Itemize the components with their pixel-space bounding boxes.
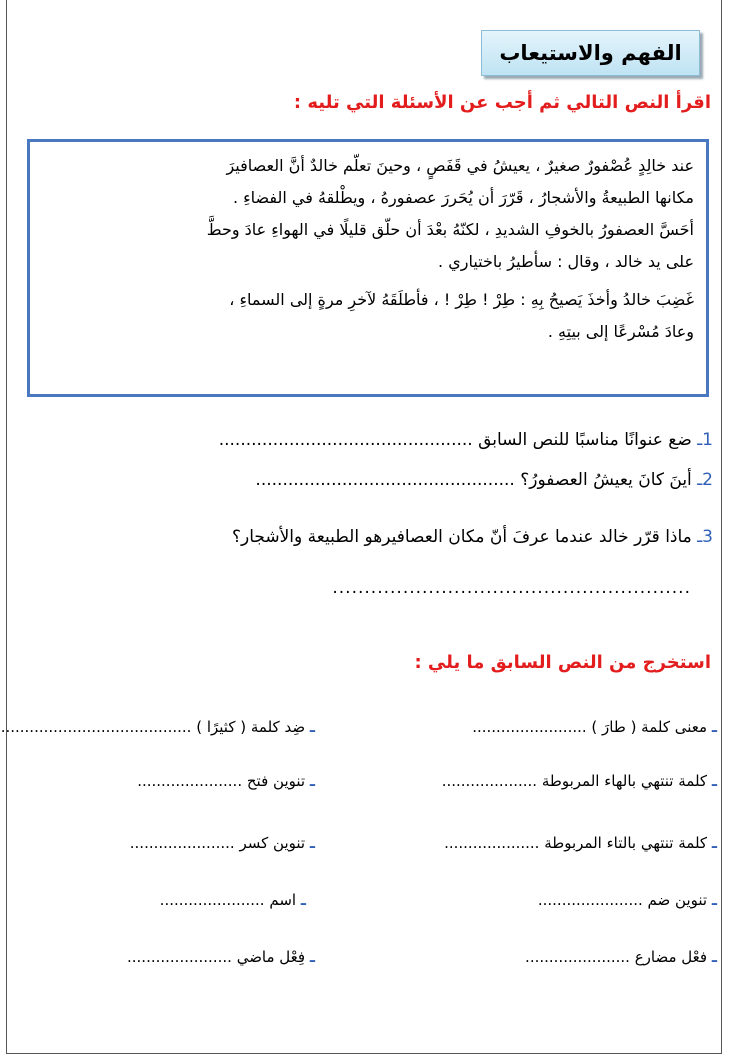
answer-line[interactable]: ...................... bbox=[129, 834, 235, 852]
question-text: ماذا قرّر خالد عندما عرفَ أنّ مكان العصافيرهو الطبيعة والأشجار؟ bbox=[231, 527, 692, 547]
title-text: الفهم والاستيعاب bbox=[499, 41, 682, 65]
question-3 bbox=[232, 527, 713, 547]
exercise-item bbox=[130, 834, 315, 852]
question-number: 1ـ bbox=[697, 430, 713, 450]
exercise-item bbox=[137, 772, 315, 790]
exercise-item bbox=[444, 834, 717, 852]
question-text: أينَ كانَ يعيشُ العصفورُ؟ bbox=[520, 470, 692, 490]
answer-line[interactable]: ...................... bbox=[137, 772, 243, 790]
exercise-item bbox=[442, 772, 717, 790]
question-1 bbox=[219, 430, 713, 450]
answer-line[interactable]: ............................................... bbox=[218, 430, 473, 450]
page-title bbox=[481, 30, 700, 76]
exercise-label: فِعْل ماضي bbox=[236, 948, 306, 966]
exercise-label: تنوين كسر bbox=[239, 834, 306, 852]
bullet-marker: ـ bbox=[711, 948, 717, 966]
passage-line: مكانها الطبيعةُ والأشجارُ ، قَرّرَ أن يُحَررَ عصفورهُ ، ويطْلقهُ في الفضاءِ . bbox=[232, 188, 694, 207]
exercise-item bbox=[472, 718, 717, 736]
answer-line[interactable]: ...................... bbox=[537, 891, 643, 909]
answer-line[interactable]: ........................................ bbox=[0, 718, 192, 736]
exercise-label: اسم bbox=[269, 891, 297, 909]
question-number: 3ـ bbox=[697, 527, 713, 547]
answer-line[interactable]: ................................................ bbox=[255, 470, 515, 490]
exercise-label: فعْل مضارع bbox=[634, 948, 708, 966]
bullet-marker: ـ bbox=[711, 891, 717, 909]
exercise-label: كلمة تنتهي بالهاء المربوطة bbox=[541, 772, 708, 790]
passage-line: على يد خالد ، وقال : سأطيرُ باختياري . bbox=[438, 252, 694, 271]
passage-line: غَضِبَ خالدُ وأخذَ يَصيحُ بِهِ : طِرْ ! طِرْ ! ، فأطلَقَهُ لآخرِ مرةٍ إلى السماءِ ، bbox=[229, 290, 694, 309]
bullet-marker: ـ bbox=[711, 772, 717, 790]
question-text: ضع عنوانًا مناسبًا للنص السابق bbox=[478, 430, 692, 450]
exercise-item bbox=[538, 891, 717, 909]
exercise-label: معنى كلمة ( طارَ ) bbox=[591, 718, 708, 736]
answer-line[interactable]: ........................ bbox=[472, 718, 587, 736]
passage-line: أحَسَّ العصفورُ بالخوفِ الشديدِ ، لكنّهُ بعْدَ أن حلّق قليلًا في الهواءِ عادَ وحطَّ bbox=[206, 220, 694, 239]
instruction-heading: اقرأ النص التالي ثم أجب عن الأسئلة التي تليه : bbox=[293, 92, 711, 113]
passage-line: وعادَ مُسْرعًا إلى بيتِهِ . bbox=[547, 322, 694, 341]
exercise-item bbox=[127, 948, 315, 966]
passage-line: عند خالِدٍ عُصْفورٌ صغيرٌ ، يعيشُ في قَفَصٍ ، وحينَ تعلّم خالدٌ أنَّ العصافيرَ bbox=[226, 156, 694, 175]
answer-line[interactable]: ...................... bbox=[159, 891, 265, 909]
bullet-marker: ـ bbox=[300, 891, 306, 909]
bullet-marker: ـ bbox=[711, 834, 717, 852]
extraction-heading: استخرج من النص السابق ما يلي : bbox=[414, 652, 711, 673]
reading-passage bbox=[27, 139, 709, 397]
exercise-label: تنوين فتح bbox=[246, 772, 306, 790]
bullet-marker: ـ bbox=[309, 718, 315, 736]
answer-line[interactable]: .................... bbox=[441, 772, 538, 790]
bullet-marker: ـ bbox=[309, 772, 315, 790]
exercise-item bbox=[1, 718, 315, 736]
bullet-marker: ـ bbox=[309, 834, 315, 852]
exercise-label: كلمة تنتهي بالتاء المربوطة bbox=[544, 834, 708, 852]
bullet-marker: ـ bbox=[309, 948, 315, 966]
exercise-item bbox=[525, 948, 717, 966]
exercise-label: ضِد كلمة ( كثيرًا ) bbox=[196, 718, 306, 736]
exercise-label: تنوين ضم bbox=[647, 891, 708, 909]
exercise-item bbox=[160, 891, 306, 909]
bullet-marker: ـ bbox=[711, 718, 717, 736]
question-number: 2ـ bbox=[697, 470, 713, 490]
answer-line[interactable]: .................... bbox=[444, 834, 540, 852]
answer-line[interactable]: ........................................................ bbox=[332, 578, 691, 598]
answer-line[interactable]: ...................... bbox=[525, 948, 630, 966]
question-2 bbox=[255, 470, 713, 490]
answer-line[interactable]: ...................... bbox=[127, 948, 232, 966]
